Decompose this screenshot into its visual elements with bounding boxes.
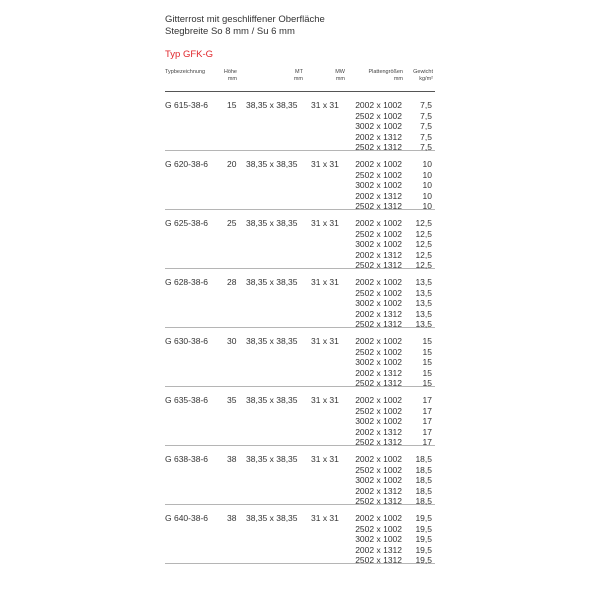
plate-size: 2002 x 1312: [355, 190, 402, 201]
table-row: [165, 210, 435, 269]
weight-value: 10: [422, 159, 432, 169]
col-platten-label: Plattengrößen: [368, 69, 403, 75]
weight-value: 13,5: [415, 298, 432, 309]
col-platten: [355, 69, 403, 83]
table-row: [165, 328, 435, 387]
plate-size: 2002 x 1002: [355, 336, 402, 346]
weight-value: 12,5: [415, 218, 432, 228]
row-sizes: [355, 100, 402, 153]
row-weights: [415, 218, 432, 271]
weight-value: 18,5: [415, 464, 432, 475]
col-mt-unit: mm: [293, 76, 303, 82]
weight-value: 19,5: [415, 544, 432, 555]
weight-value: 15: [422, 336, 432, 346]
row-mw: 31 x 31: [311, 218, 339, 228]
row-mt: 38,35 x 38,35: [246, 454, 298, 464]
row-type-name: G 628-38-6: [165, 277, 208, 287]
col-gewicht-unit: kg/m²: [419, 76, 433, 82]
row-type-name: G 630-38-6: [165, 336, 208, 346]
row-weights: [423, 395, 432, 448]
plate-size: 2002 x 1312: [355, 249, 402, 260]
row-weights: [415, 454, 432, 507]
weight-value: 7,5: [420, 131, 432, 142]
col-gewicht-label: Gewicht: [413, 69, 433, 75]
weight-value: 15: [422, 357, 432, 368]
plate-size: 2502 x 1002: [355, 228, 402, 239]
weight-value: 18,5: [415, 454, 432, 464]
plate-size: 2502 x 1002: [355, 110, 402, 121]
plate-size: 2002 x 1312: [355, 308, 402, 319]
weight-value: 19,5: [415, 555, 432, 566]
weight-value: 7,5: [420, 100, 432, 110]
row-sizes: [355, 395, 402, 448]
plate-size: 3002 x 1002: [355, 357, 402, 368]
row-mt: 38,35 x 38,35: [246, 513, 298, 523]
row-mw: 31 x 31: [311, 395, 339, 405]
plate-size: 2502 x 1312: [355, 496, 402, 507]
col-mw: [325, 69, 345, 83]
weight-value: 15: [422, 346, 432, 357]
plate-size: 2502 x 1002: [355, 346, 402, 357]
product-sheet: [165, 14, 435, 564]
plate-size: 2502 x 1312: [355, 555, 402, 566]
plate-size: 2002 x 1002: [355, 100, 402, 110]
table-row: [165, 269, 435, 328]
weight-value: 12,5: [415, 249, 432, 260]
table-row: [165, 92, 435, 151]
row-type-name: G 638-38-6: [165, 454, 208, 464]
row-height: 30: [227, 336, 237, 346]
col-gewicht: [405, 69, 433, 83]
row-mt: 38,35 x 38,35: [246, 336, 298, 346]
plate-size: 3002 x 1002: [355, 121, 402, 132]
weight-value: 7,5: [420, 142, 432, 153]
col-typ: Typbezeichnung: [165, 69, 206, 75]
plate-size: 2002 x 1002: [355, 218, 402, 228]
weight-value: 13,5: [415, 319, 432, 330]
plate-size: 2502 x 1312: [355, 201, 402, 212]
row-type-name: G 640-38-6: [165, 513, 208, 523]
table-row: [165, 151, 435, 210]
row-mt: 38,35 x 38,35: [246, 100, 298, 110]
col-platten-unit: mm: [393, 76, 403, 82]
col-hoehe-unit: mm: [227, 76, 237, 82]
table-body: [165, 92, 435, 564]
row-type-name: G 635-38-6: [165, 395, 208, 405]
plate-size: 2502 x 1312: [355, 260, 402, 271]
row-height: 20: [227, 159, 237, 169]
weight-value: 19,5: [415, 534, 432, 545]
weight-value: 18,5: [415, 485, 432, 496]
row-height: 28: [227, 277, 237, 287]
weight-value: 12,5: [415, 239, 432, 250]
weight-value: 17: [422, 437, 432, 448]
weight-value: 13,5: [415, 277, 432, 287]
weight-value: 17: [422, 416, 432, 427]
weight-value: 10: [422, 201, 432, 212]
plate-size: 3002 x 1002: [355, 416, 402, 427]
row-mt: 38,35 x 38,35: [246, 218, 298, 228]
row-type-name: G 620-38-6: [165, 159, 208, 169]
row-height: 38: [227, 454, 237, 464]
row-sizes: [355, 454, 402, 507]
plate-size: 2002 x 1312: [355, 131, 402, 142]
plate-size: 2002 x 1312: [355, 367, 402, 378]
row-mt: 38,35 x 38,35: [246, 395, 298, 405]
weight-value: 10: [422, 180, 432, 191]
type-label: Typ GFK-G: [165, 49, 214, 60]
row-mw: 31 x 31: [311, 454, 339, 464]
row-weights: [423, 336, 432, 389]
weight-value: 7,5: [420, 121, 432, 132]
col-hoehe: [219, 69, 237, 83]
row-sizes: [355, 336, 402, 389]
plate-size: 2502 x 1312: [355, 319, 402, 330]
col-mw-unit: mm: [335, 76, 345, 82]
row-mw: 31 x 31: [311, 513, 339, 523]
weight-value: 13,5: [415, 308, 432, 319]
row-sizes: [355, 218, 402, 271]
row-height: 35: [227, 395, 237, 405]
row-weights: [415, 277, 432, 330]
plate-size: 2002 x 1002: [355, 513, 402, 523]
plate-size: 3002 x 1002: [355, 475, 402, 486]
row-weights: [415, 513, 432, 566]
row-weights: [423, 159, 432, 212]
row-mt: 38,35 x 38,35: [246, 159, 298, 169]
weight-value: 7,5: [420, 110, 432, 121]
plate-size: 2502 x 1002: [355, 169, 402, 180]
col-hoehe-label: Höhe: [223, 69, 237, 75]
weight-value: 17: [422, 395, 432, 405]
plate-size: 2002 x 1002: [355, 454, 402, 464]
col-mt-label: MT: [295, 69, 303, 75]
row-type-name: G 615-38-6: [165, 100, 208, 110]
table-row: [165, 387, 435, 446]
table-header: [165, 69, 435, 91]
row-mt: 38,35 x 38,35: [246, 277, 298, 287]
plate-size: 2502 x 1312: [355, 378, 402, 389]
weight-value: 19,5: [415, 523, 432, 534]
plate-size: 2002 x 1002: [355, 395, 402, 405]
plate-size: 2002 x 1312: [355, 485, 402, 496]
row-weights: [420, 100, 432, 153]
plate-size: 2502 x 1002: [355, 287, 402, 298]
weight-value: 18,5: [415, 475, 432, 486]
weight-value: 17: [422, 405, 432, 416]
row-sizes: [355, 159, 402, 212]
plate-size: 2002 x 1312: [355, 426, 402, 437]
row-mw: 31 x 31: [311, 277, 339, 287]
row-sizes: [355, 513, 402, 566]
row-mw: 31 x 31: [311, 100, 339, 110]
col-mt: [285, 69, 303, 83]
row-height: 38: [227, 513, 237, 523]
document-title: Gitterrost mit geschliffener Oberfläche: [165, 14, 325, 25]
plate-size: 2502 x 1312: [355, 437, 402, 448]
weight-value: 19,5: [415, 513, 432, 523]
row-sizes: [355, 277, 402, 330]
weight-value: 15: [422, 367, 432, 378]
weight-value: 15: [422, 378, 432, 389]
row-height: 25: [227, 218, 237, 228]
plate-size: 3002 x 1002: [355, 534, 402, 545]
document-subtitle: Stegbreite So 8 mm / Su 6 mm: [165, 26, 295, 37]
plate-size: 2002 x 1002: [355, 159, 402, 169]
plate-size: 2502 x 1312: [355, 142, 402, 153]
col-mw-label: MW: [335, 69, 345, 75]
plate-size: 2502 x 1002: [355, 523, 402, 534]
plate-size: 3002 x 1002: [355, 298, 402, 309]
table-row: [165, 505, 435, 564]
row-height: 15: [227, 100, 237, 110]
row-mw: 31 x 31: [311, 336, 339, 346]
table-row: [165, 446, 435, 505]
row-type-name: G 625-38-6: [165, 218, 208, 228]
weight-value: 17: [422, 426, 432, 437]
weight-value: 12,5: [415, 260, 432, 271]
weight-value: 13,5: [415, 287, 432, 298]
plate-size: 2502 x 1002: [355, 464, 402, 475]
plate-size: 2002 x 1002: [355, 277, 402, 287]
plate-size: 3002 x 1002: [355, 239, 402, 250]
weight-value: 10: [422, 169, 432, 180]
weight-value: 12,5: [415, 228, 432, 239]
plate-size: 2002 x 1312: [355, 544, 402, 555]
plate-size: 3002 x 1002: [355, 180, 402, 191]
weight-value: 10: [422, 190, 432, 201]
plate-size: 2502 x 1002: [355, 405, 402, 416]
row-mw: 31 x 31: [311, 159, 339, 169]
weight-value: 18,5: [415, 496, 432, 507]
